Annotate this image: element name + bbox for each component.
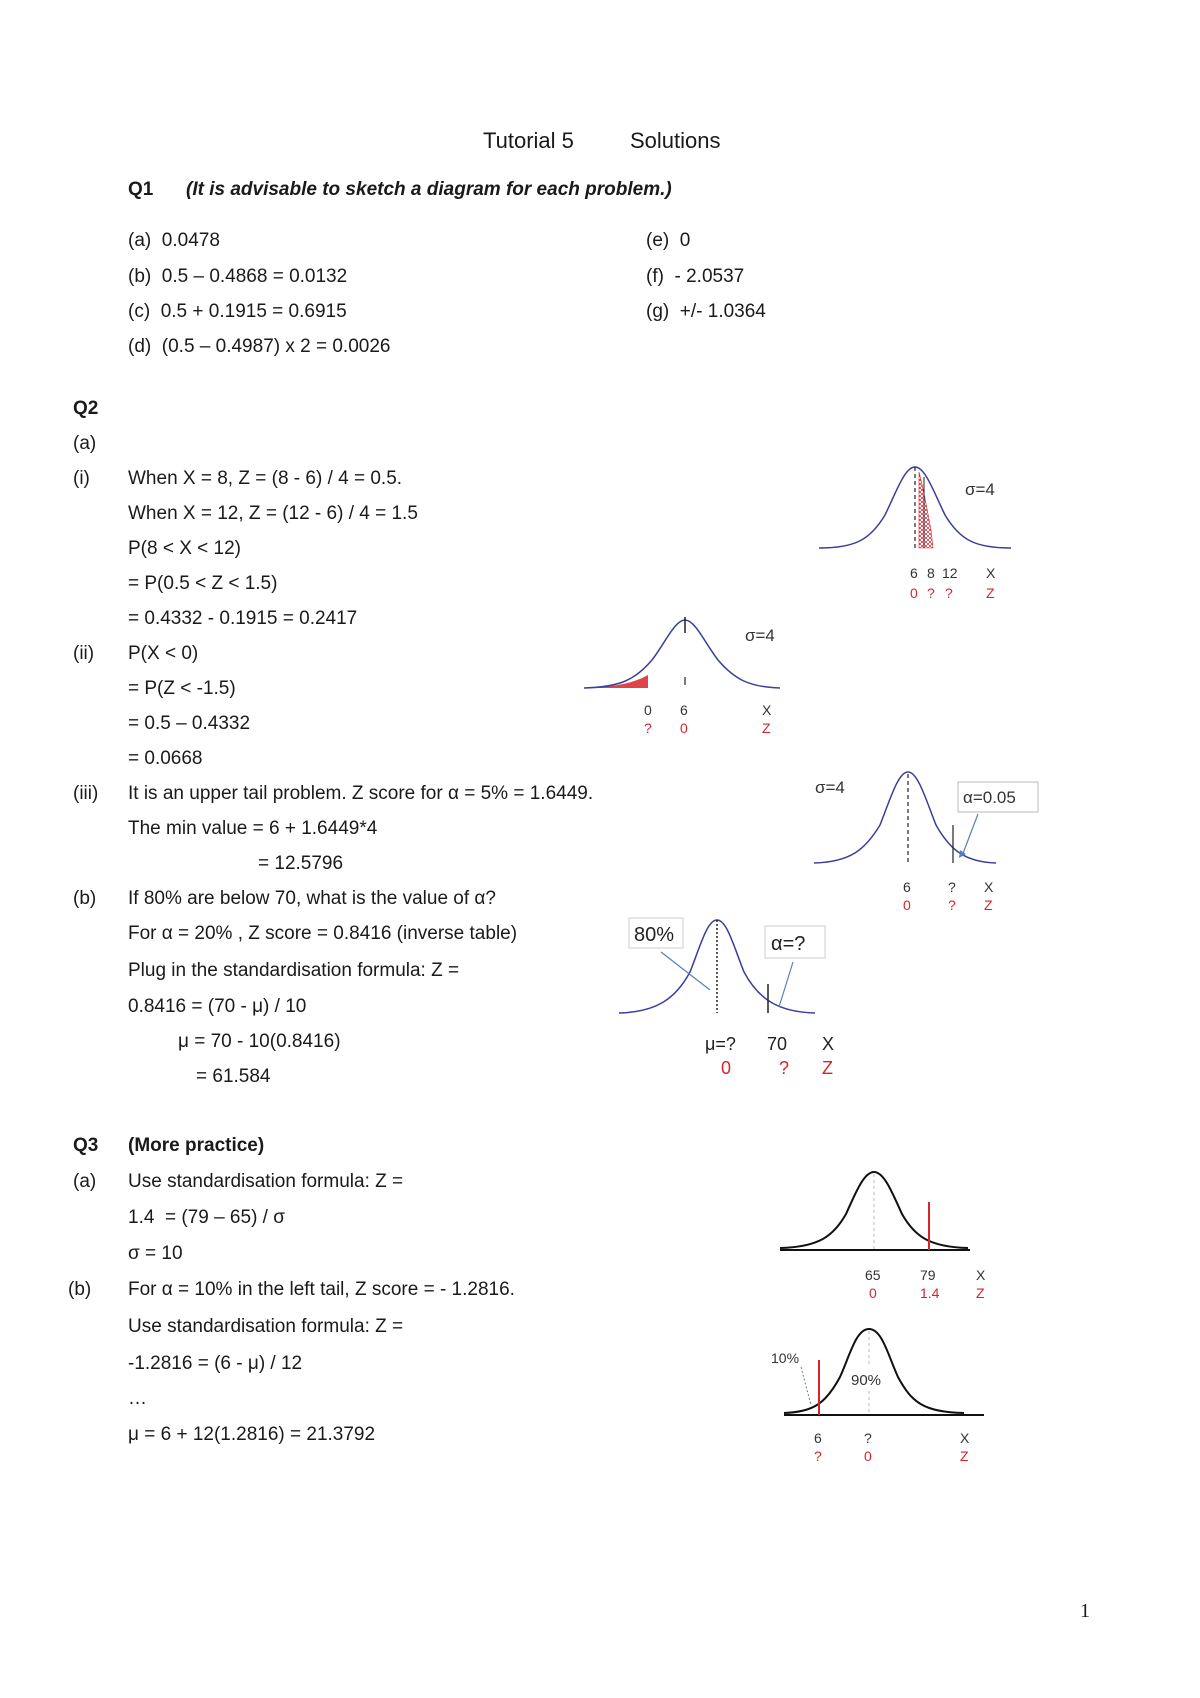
q1-answer-f: (f) - 2.0537 <box>646 266 745 287</box>
x-tick: 0 <box>644 702 652 718</box>
q1-answer-b: (b) 0.5 – 0.4868 = 0.0132 <box>128 266 348 287</box>
figure-normal-10-percent <box>764 1315 1004 1475</box>
q3-b-line2: Use standardisation formula: Z = <box>128 1316 404 1337</box>
q1-number: Q1 <box>128 179 154 200</box>
q2-iii-line3: = 12.5796 <box>258 853 344 874</box>
q2-part-a: (a) <box>73 433 97 454</box>
z-tick: 0 <box>721 1058 732 1078</box>
alpha-label: α=? <box>771 933 806 955</box>
x-tick: 12 <box>942 565 958 581</box>
z-tick: ? <box>945 585 953 601</box>
q1-answer-d: (d) (0.5 – 0.4987) x 2 = 0.0026 <box>128 336 391 357</box>
x-axis-label: X <box>976 1267 986 1283</box>
x-tick: 70 <box>767 1034 788 1054</box>
figure-normal-80-percent <box>615 912 855 1092</box>
q2-b-line3: Plug in the standardisation formula: Z = <box>128 960 460 981</box>
q2-i-line3: P(8 < X < 12) <box>128 538 242 559</box>
q1-answer-g: (g) +/- 1.0364 <box>646 301 766 322</box>
x-tick: 6 <box>680 702 688 718</box>
q3-b-line1: For α = 10% in the left tail, Z score = - 1.2816. <box>128 1279 515 1300</box>
alpha-pointer <box>779 962 793 1007</box>
z-tick: 1.4 <box>920 1285 940 1301</box>
q3-a-line1: Use standardisation formula: Z = <box>128 1171 404 1192</box>
x-axis-label: X <box>960 1430 970 1446</box>
q3-a-line3: σ = 10 <box>128 1243 183 1264</box>
figure-normal-65-79 <box>778 1162 998 1302</box>
q3-part-a: (a) <box>73 1171 97 1192</box>
z-axis-label: Z <box>984 897 993 913</box>
z-axis-label: Z <box>960 1448 969 1464</box>
shaded-region <box>584 675 648 688</box>
x-tick: 79 <box>920 1267 936 1283</box>
q2-b-line2: For α = 20% , Z score = 0.8416 (inverse table) <box>128 923 518 944</box>
z-tick: ? <box>644 720 652 736</box>
q2-ii-line3: = 0.5 – 0.4332 <box>128 713 251 734</box>
q3-heading: (More practice) <box>128 1135 265 1156</box>
sigma-label: σ=4 <box>965 480 995 499</box>
x-axis-label: X <box>822 1034 835 1054</box>
z-tick: 0 <box>903 897 911 913</box>
alpha-label: α=0.05 <box>963 788 1016 807</box>
x-tick: 6 <box>903 879 911 895</box>
alpha-pointer <box>962 814 978 856</box>
z-tick: ? <box>948 897 956 913</box>
q3-b-line3: -1.2816 = (6 - μ) / 12 <box>128 1353 303 1374</box>
title-tutorial: Tutorial 5 <box>483 128 574 153</box>
sigma-label: σ=4 <box>815 778 845 797</box>
q2-ii-line4: = 0.0668 <box>128 748 203 769</box>
q2-b-line4: 0.8416 = (70 - μ) / 10 <box>128 996 307 1017</box>
q2-ii-line2: = P(Z < -1.5) <box>128 678 236 699</box>
left-pct-pointer <box>801 1367 811 1405</box>
q2-i-line2: When X = 12, Z = (12 - 6) / 4 = 1.5 <box>128 503 418 524</box>
z-axis-label: Z <box>762 720 771 736</box>
x-axis-label: X <box>984 879 994 895</box>
q2-part-iii: (iii) <box>73 783 99 804</box>
q3-b-line5: μ = 6 + 12(1.2816) = 21.3792 <box>128 1424 376 1445</box>
x-tick: ? <box>864 1430 872 1446</box>
page-number: 1 <box>1080 1600 1090 1622</box>
z-tick: 0 <box>869 1285 877 1301</box>
q3-number: Q3 <box>73 1135 99 1156</box>
q3-part-b: (b) <box>68 1279 92 1300</box>
z-tick: ? <box>927 585 935 601</box>
title-solutions: Solutions <box>630 128 721 153</box>
q2-i-line5: = 0.4332 - 0.1915 = 0.2417 <box>128 608 358 629</box>
figure-normal-upper-tail <box>810 760 1040 913</box>
x-tick: 8 <box>927 565 935 581</box>
z-tick: 0 <box>910 585 918 601</box>
z-tick: 0 <box>864 1448 872 1464</box>
x-axis-label: X <box>762 702 772 718</box>
q1-note: (It is advisable to sketch a diagram for each problem.) <box>186 179 672 200</box>
q2-part-b: (b) <box>73 888 97 909</box>
q1-answer-e: (e) 0 <box>646 230 691 251</box>
figure-normal-left-tail <box>580 615 790 745</box>
x-tick: 65 <box>865 1267 881 1283</box>
x-tick: ? <box>948 879 956 895</box>
q1-answer-a: (a) 0.0478 <box>128 230 220 251</box>
z-tick: 0 <box>680 720 688 736</box>
q1-answer-c: (c) 0.5 + 0.1915 = 0.6915 <box>128 301 347 322</box>
q2-b-line6: = 61.584 <box>196 1066 271 1087</box>
q2-i-line4: = P(0.5 < Z < 1.5) <box>128 573 278 594</box>
pct-pointer <box>661 952 710 990</box>
x-tick: μ=? <box>705 1034 736 1054</box>
q2-iii-line2: The min value = 6 + 1.6449*4 <box>128 818 378 839</box>
q2-b-line1: If 80% are below 70, what is the value of α? <box>128 888 496 909</box>
z-tick: ? <box>814 1448 822 1464</box>
sigma-label: σ=4 <box>745 626 775 645</box>
q2-ii-line1: P(X < 0) <box>128 643 199 664</box>
z-tick: ? <box>779 1058 790 1078</box>
q3-a-line2: 1.4 = (79 – 65) / σ <box>128 1207 285 1228</box>
q2-b-line5: μ = 70 - 10(0.8416) <box>178 1031 341 1052</box>
q2-part-i: (i) <box>73 468 90 489</box>
q2-iii-line1: It is an upper tail problem. Z score for α = 5% = 1.6449. <box>128 783 594 804</box>
x-axis-label: X <box>986 565 996 581</box>
q3-b-line4: … <box>128 1388 147 1409</box>
left-pct-label: 10% <box>771 1350 800 1366</box>
pct-label: 80% <box>634 924 675 946</box>
x-tick: 6 <box>910 565 918 581</box>
x-tick: 6 <box>814 1430 822 1446</box>
z-axis-label: Z <box>822 1058 833 1078</box>
center-pct-label: 90% <box>851 1372 882 1389</box>
q2-number: Q2 <box>73 398 99 419</box>
q2-part-ii: (ii) <box>73 643 95 664</box>
z-axis-label: Z <box>976 1285 985 1301</box>
q2-i-line1: When X = 8, Z = (8 - 6) / 4 = 0.5. <box>128 468 403 489</box>
z-axis-label: Z <box>986 585 995 601</box>
figure-normal-8-to-12 <box>815 455 1015 605</box>
